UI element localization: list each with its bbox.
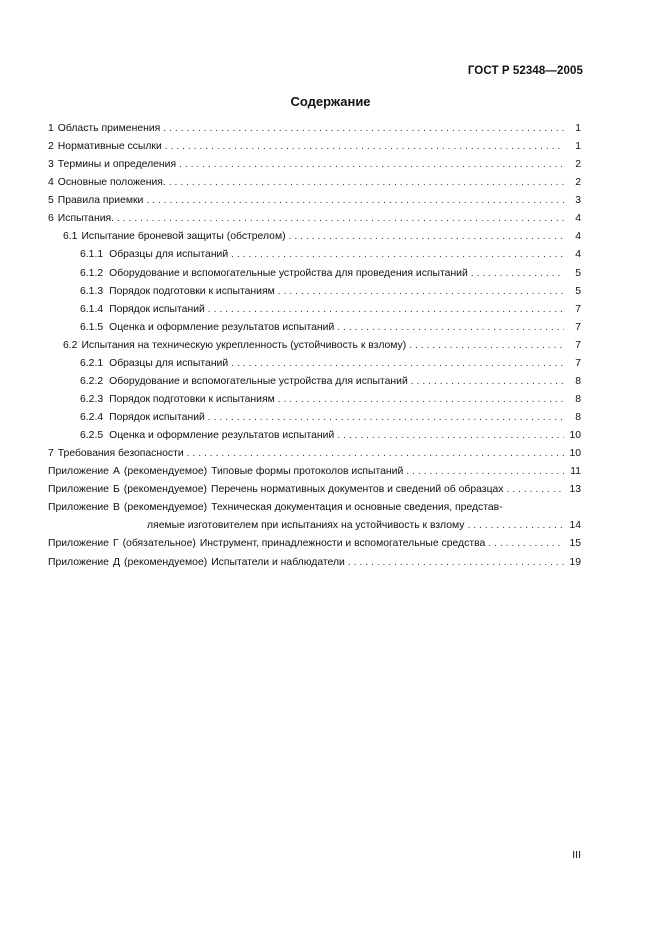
toc-entry-number: 6.1.1 bbox=[80, 249, 104, 261]
toc-entry[interactable] bbox=[48, 319, 581, 337]
appendix-title: Типовые формы протоколов испытаний bbox=[211, 466, 404, 478]
appendix-keyword: Приложение bbox=[48, 466, 109, 478]
toc-entry[interactable] bbox=[48, 210, 581, 228]
page-number: III bbox=[572, 849, 581, 861]
toc-entry[interactable] bbox=[48, 283, 581, 301]
toc-entry-title: Нормативные ссылки bbox=[57, 141, 162, 153]
toc-entry-page: 10 bbox=[569, 430, 581, 442]
toc-dot-leader bbox=[289, 228, 564, 246]
toc-appendix-entry[interactable] bbox=[48, 481, 581, 499]
toc-entry-title: Порядок подготовки к испытаниям bbox=[109, 393, 275, 405]
toc-entry-title: Порядок подготовки к испытаниям bbox=[109, 285, 275, 297]
toc-appendix-entry[interactable] bbox=[48, 499, 581, 517]
toc-dot-leader bbox=[169, 174, 564, 192]
toc-entry[interactable] bbox=[48, 246, 581, 264]
toc-entry-title: Термины и определения bbox=[57, 159, 177, 171]
toc-entry-page: 8 bbox=[575, 375, 581, 387]
toc-entry-title: Оборудование и вспомогательные устройства для проведения испытаний bbox=[109, 267, 468, 279]
toc-appendix-continuation[interactable] bbox=[48, 517, 581, 535]
toc-entry-page: 7 bbox=[575, 303, 581, 315]
appendix-letter: А bbox=[112, 466, 120, 478]
toc-entry-page: 4 bbox=[575, 249, 581, 261]
appendix-keyword: Приложение bbox=[48, 484, 109, 496]
toc-entry-page: 10 bbox=[569, 448, 581, 460]
appendix-title: Техническая документация и основные сведения, представ- bbox=[211, 502, 503, 514]
toc-entry[interactable] bbox=[48, 427, 581, 445]
toc-entry-title: Оценка и оформление результатов испытаний bbox=[109, 321, 335, 333]
appendix-status: (рекомендуемое) bbox=[123, 466, 208, 478]
toc-entry-number: 6.2.5 bbox=[80, 430, 104, 442]
toc-entry[interactable] bbox=[48, 156, 581, 174]
toc-entry-title: Область применения bbox=[57, 123, 161, 134]
toc-entry-title: Оценка и оформление результатов испытаний bbox=[109, 430, 335, 442]
toc-entry-number: 6.2.3 bbox=[80, 393, 104, 405]
toc-entry-number: 6.2.4 bbox=[80, 412, 104, 423]
toc-entry-page: 3 bbox=[575, 195, 581, 207]
toc-entry[interactable] bbox=[48, 192, 581, 210]
toc-entry-number: 5 bbox=[48, 195, 54, 207]
toc-entry-number: 6.2.1 bbox=[80, 357, 104, 369]
toc-dot-leader bbox=[488, 535, 564, 553]
toc-dot-leader bbox=[348, 554, 564, 572]
toc-dot-leader bbox=[471, 265, 564, 283]
toc-entry[interactable] bbox=[48, 138, 581, 156]
toc-dot-leader bbox=[278, 283, 564, 301]
appendix-keyword: Приложение bbox=[48, 538, 109, 550]
toc-dot-leader bbox=[231, 246, 564, 264]
toc-entry-number: 2 bbox=[48, 141, 54, 153]
toc-entry-title: Требования безопасности bbox=[57, 448, 184, 460]
appendix-status: (рекомендуемое) bbox=[124, 556, 208, 568]
appendix-letter: В bbox=[112, 502, 120, 514]
toc-entry-number: 6.1 bbox=[63, 231, 78, 243]
toc-entry-title: Порядок испытаний bbox=[109, 412, 205, 423]
toc-dot-leader bbox=[146, 192, 564, 210]
toc-dot-leader bbox=[467, 517, 564, 535]
toc-entry-page: 1 bbox=[575, 141, 581, 153]
toc-entry[interactable] bbox=[48, 355, 581, 373]
toc-dot-leader bbox=[337, 427, 564, 445]
appendix-title: Инструмент, принадлежности и вспомогательные средства bbox=[199, 538, 486, 550]
toc-entry-page: 11 bbox=[570, 466, 581, 478]
toc-entry-page: 7 bbox=[575, 357, 581, 369]
toc-dot-leader bbox=[406, 463, 564, 481]
toc-entry-title: Испытания на техническую укрепленность (устойчивость к взлому) bbox=[81, 339, 407, 351]
toc-entry[interactable] bbox=[48, 228, 581, 246]
appendix-status: (обязательное) bbox=[122, 538, 196, 550]
toc-entry-title: Образцы для испытаний bbox=[109, 357, 229, 369]
toc-entry[interactable] bbox=[48, 409, 581, 427]
toc-entry-title: Испытание броневой защиты (обстрелом) bbox=[81, 231, 286, 243]
toc-dot-leader bbox=[208, 409, 564, 427]
toc-entry-page: 4 bbox=[575, 231, 581, 243]
toc-entry-page: 8 bbox=[575, 393, 581, 405]
toc-entry-number: 6.2.2 bbox=[80, 375, 104, 387]
toc-dot-leader bbox=[278, 391, 564, 409]
toc-dot-leader bbox=[163, 120, 564, 138]
toc-appendix-entry[interactable] bbox=[48, 535, 581, 553]
toc-entry[interactable] bbox=[48, 265, 581, 283]
toc-entry-page: 4 bbox=[575, 213, 581, 225]
toc-entry-number: 3 bbox=[48, 159, 54, 171]
appendix-title-continuation: ляемые изготовителем при испытаниях на устойчивость к взлому bbox=[147, 520, 465, 532]
toc-entry-page: 14 bbox=[569, 520, 581, 532]
toc-dot-leader bbox=[337, 319, 564, 337]
toc-appendix-entry[interactable] bbox=[48, 463, 581, 481]
toc-entry[interactable] bbox=[48, 391, 581, 409]
toc-dot-leader bbox=[409, 337, 564, 355]
toc-entry-page: 1 bbox=[575, 123, 581, 134]
toc-entry-page: 15 bbox=[569, 538, 581, 550]
toc-entry-page: 7 bbox=[575, 321, 581, 333]
toc-appendix-entry[interactable] bbox=[48, 554, 581, 572]
toc-entry-page: 5 bbox=[575, 267, 581, 279]
toc-entry-title: Испытания. bbox=[57, 213, 115, 225]
toc-entry[interactable] bbox=[48, 301, 581, 319]
toc-entry-number: 6.1.3 bbox=[80, 285, 104, 297]
appendix-letter: Г bbox=[112, 538, 119, 550]
toc-entry-number: 6.1.5 bbox=[80, 321, 104, 333]
toc-entry-number: 6.1.4 bbox=[80, 303, 104, 315]
toc-entry-page: 2 bbox=[575, 159, 581, 171]
table-of-contents bbox=[48, 120, 581, 572]
appendix-title: Перечень нормативных документов и сведений об образцах bbox=[210, 484, 504, 496]
toc-entry-page: 2 bbox=[575, 177, 581, 189]
toc-dot-leader bbox=[231, 355, 564, 373]
toc-dot-leader bbox=[179, 156, 564, 174]
toc-entry-page: 5 bbox=[575, 285, 581, 297]
appendix-status: (рекомендуемое) bbox=[123, 502, 208, 514]
document-code: ГОСТ Р 52348—2005 bbox=[467, 65, 583, 77]
toc-dot-leader bbox=[411, 373, 564, 391]
toc-entry-title: Правила приемки bbox=[57, 195, 144, 207]
toc-dot-leader bbox=[187, 445, 564, 463]
toc-entry-title: Образцы для испытаний bbox=[109, 249, 229, 261]
toc-entry-number: 1 bbox=[48, 123, 54, 134]
appendix-keyword: Приложение bbox=[48, 502, 109, 514]
toc-dot-leader bbox=[165, 138, 564, 156]
toc-entry-page: 19 bbox=[569, 556, 581, 568]
appendix-keyword: Приложение bbox=[48, 556, 109, 568]
toc-entry-page: 8 bbox=[575, 412, 581, 423]
toc-entry-title: Порядок испытаний bbox=[109, 303, 205, 315]
toc-entry[interactable] bbox=[48, 174, 581, 192]
toc-entry-title: Оборудование и вспомогательные устройства для испытаний bbox=[109, 375, 408, 387]
appendix-letter: Д bbox=[112, 556, 120, 568]
appendix-title: Испытатели и наблюдатели bbox=[211, 556, 345, 568]
toc-entry-number: 4 bbox=[48, 177, 54, 189]
toc-entry-number: 6.1.2 bbox=[80, 267, 104, 279]
toc-entry[interactable] bbox=[48, 120, 581, 138]
toc-entry-title: Основные положения. bbox=[57, 177, 166, 189]
appendix-status: (рекомендуемое) bbox=[123, 484, 207, 496]
toc-dot-leader bbox=[208, 301, 564, 319]
toc-dot-leader bbox=[507, 481, 565, 499]
appendix-letter: Б bbox=[112, 484, 120, 496]
toc-dot-leader bbox=[117, 210, 564, 228]
toc-entry[interactable] bbox=[48, 337, 581, 355]
toc-entry-page: 13 bbox=[569, 484, 581, 496]
toc-entry[interactable] bbox=[48, 373, 581, 391]
toc-entry-number: 6.2 bbox=[63, 339, 78, 351]
toc-entry[interactable] bbox=[48, 445, 581, 463]
toc-entry-number: 6 bbox=[48, 213, 54, 225]
toc-entry-page: 7 bbox=[575, 339, 581, 351]
toc-title: Содержание bbox=[290, 94, 371, 109]
toc-entry-number: 7 bbox=[48, 448, 54, 460]
